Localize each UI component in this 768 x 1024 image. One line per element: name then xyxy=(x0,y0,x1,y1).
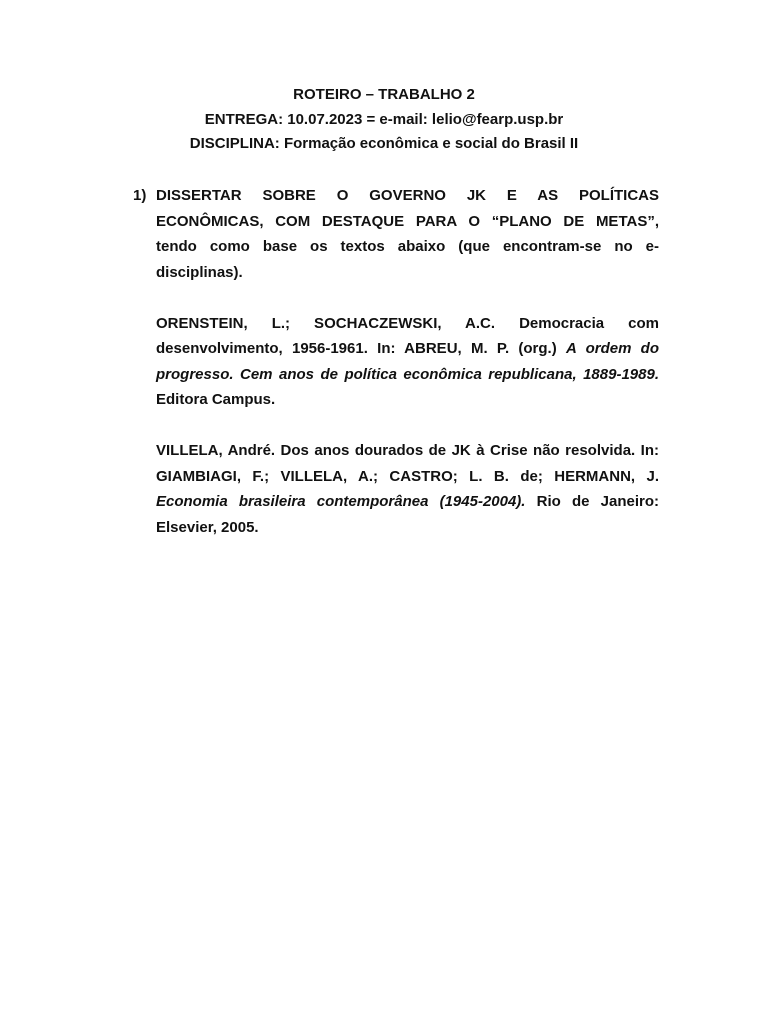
prompt-line-2: ECONÔMICAS, COM DESTAQUE PARA O “PLANO DE METAS”, xyxy=(156,212,659,230)
prompt-line-1: DISSERTAR SOBRE O GOVERNO JK E AS POLÍTICAS xyxy=(156,187,659,204)
reference-1-line-1: ORENSTEIN, L.; SOCHACZEWSKI, A.C. Democracia com xyxy=(156,314,659,332)
discipline-line xyxy=(0,132,768,157)
document-title: ROTEIRO – TRABALHO 2 xyxy=(293,86,475,103)
reference-1-line-3 xyxy=(156,362,659,388)
discipline-label: DISCIPLINA: xyxy=(189,135,280,152)
reference-1-line-3-italic: progresso. Cem anos de política econômica republicana, 1889-1989. xyxy=(156,365,659,383)
reference-2-line-3-italic: Economia brasileira contemporânea (1945-2004). xyxy=(156,493,526,510)
reference-orenstein xyxy=(156,311,659,413)
list-item-body xyxy=(156,183,659,566)
delivery-label: ENTREGA: xyxy=(204,110,284,128)
reference-2-line-3-plain: Rio de Janeiro: xyxy=(536,493,660,510)
reference-1-line-4: Editora Campus. xyxy=(156,391,276,408)
reference-2-line-3 xyxy=(156,489,659,515)
prompt-line-3: tendo como base os textos abaixo (que encontram-se no e- xyxy=(156,238,659,255)
discipline-value: Formação econômica e social do Brasil II xyxy=(283,135,579,152)
assignment-prompt xyxy=(156,183,659,285)
reference-1-line-2-italic: A ordem do xyxy=(566,340,660,357)
reference-2-line-4: Elsevier, 2005. xyxy=(156,518,259,536)
delivery-line xyxy=(0,108,768,133)
list-item-number: 1) xyxy=(133,187,147,204)
reference-villela xyxy=(156,438,659,540)
reference-1-line-2-plain: desenvolvimento, 1956-1961. In: ABREU, M. P. (org.) xyxy=(156,340,557,357)
reference-2-line-2: GIAMBIAGI, F.; VILLELA, A.; CASTRO; L. B. de; HERMANN, J. xyxy=(156,467,659,485)
document-header xyxy=(0,83,768,157)
prompt-line-4: disciplinas). xyxy=(156,263,243,281)
reference-1-line-2 xyxy=(156,336,659,362)
delivery-value: 10.07.2023 = e-mail: lelio@fearp.usp.br xyxy=(287,110,564,128)
reference-2-line-1: VILLELA, André. Dos anos dourados de JK à Crise não resolvida. In: xyxy=(156,442,659,459)
